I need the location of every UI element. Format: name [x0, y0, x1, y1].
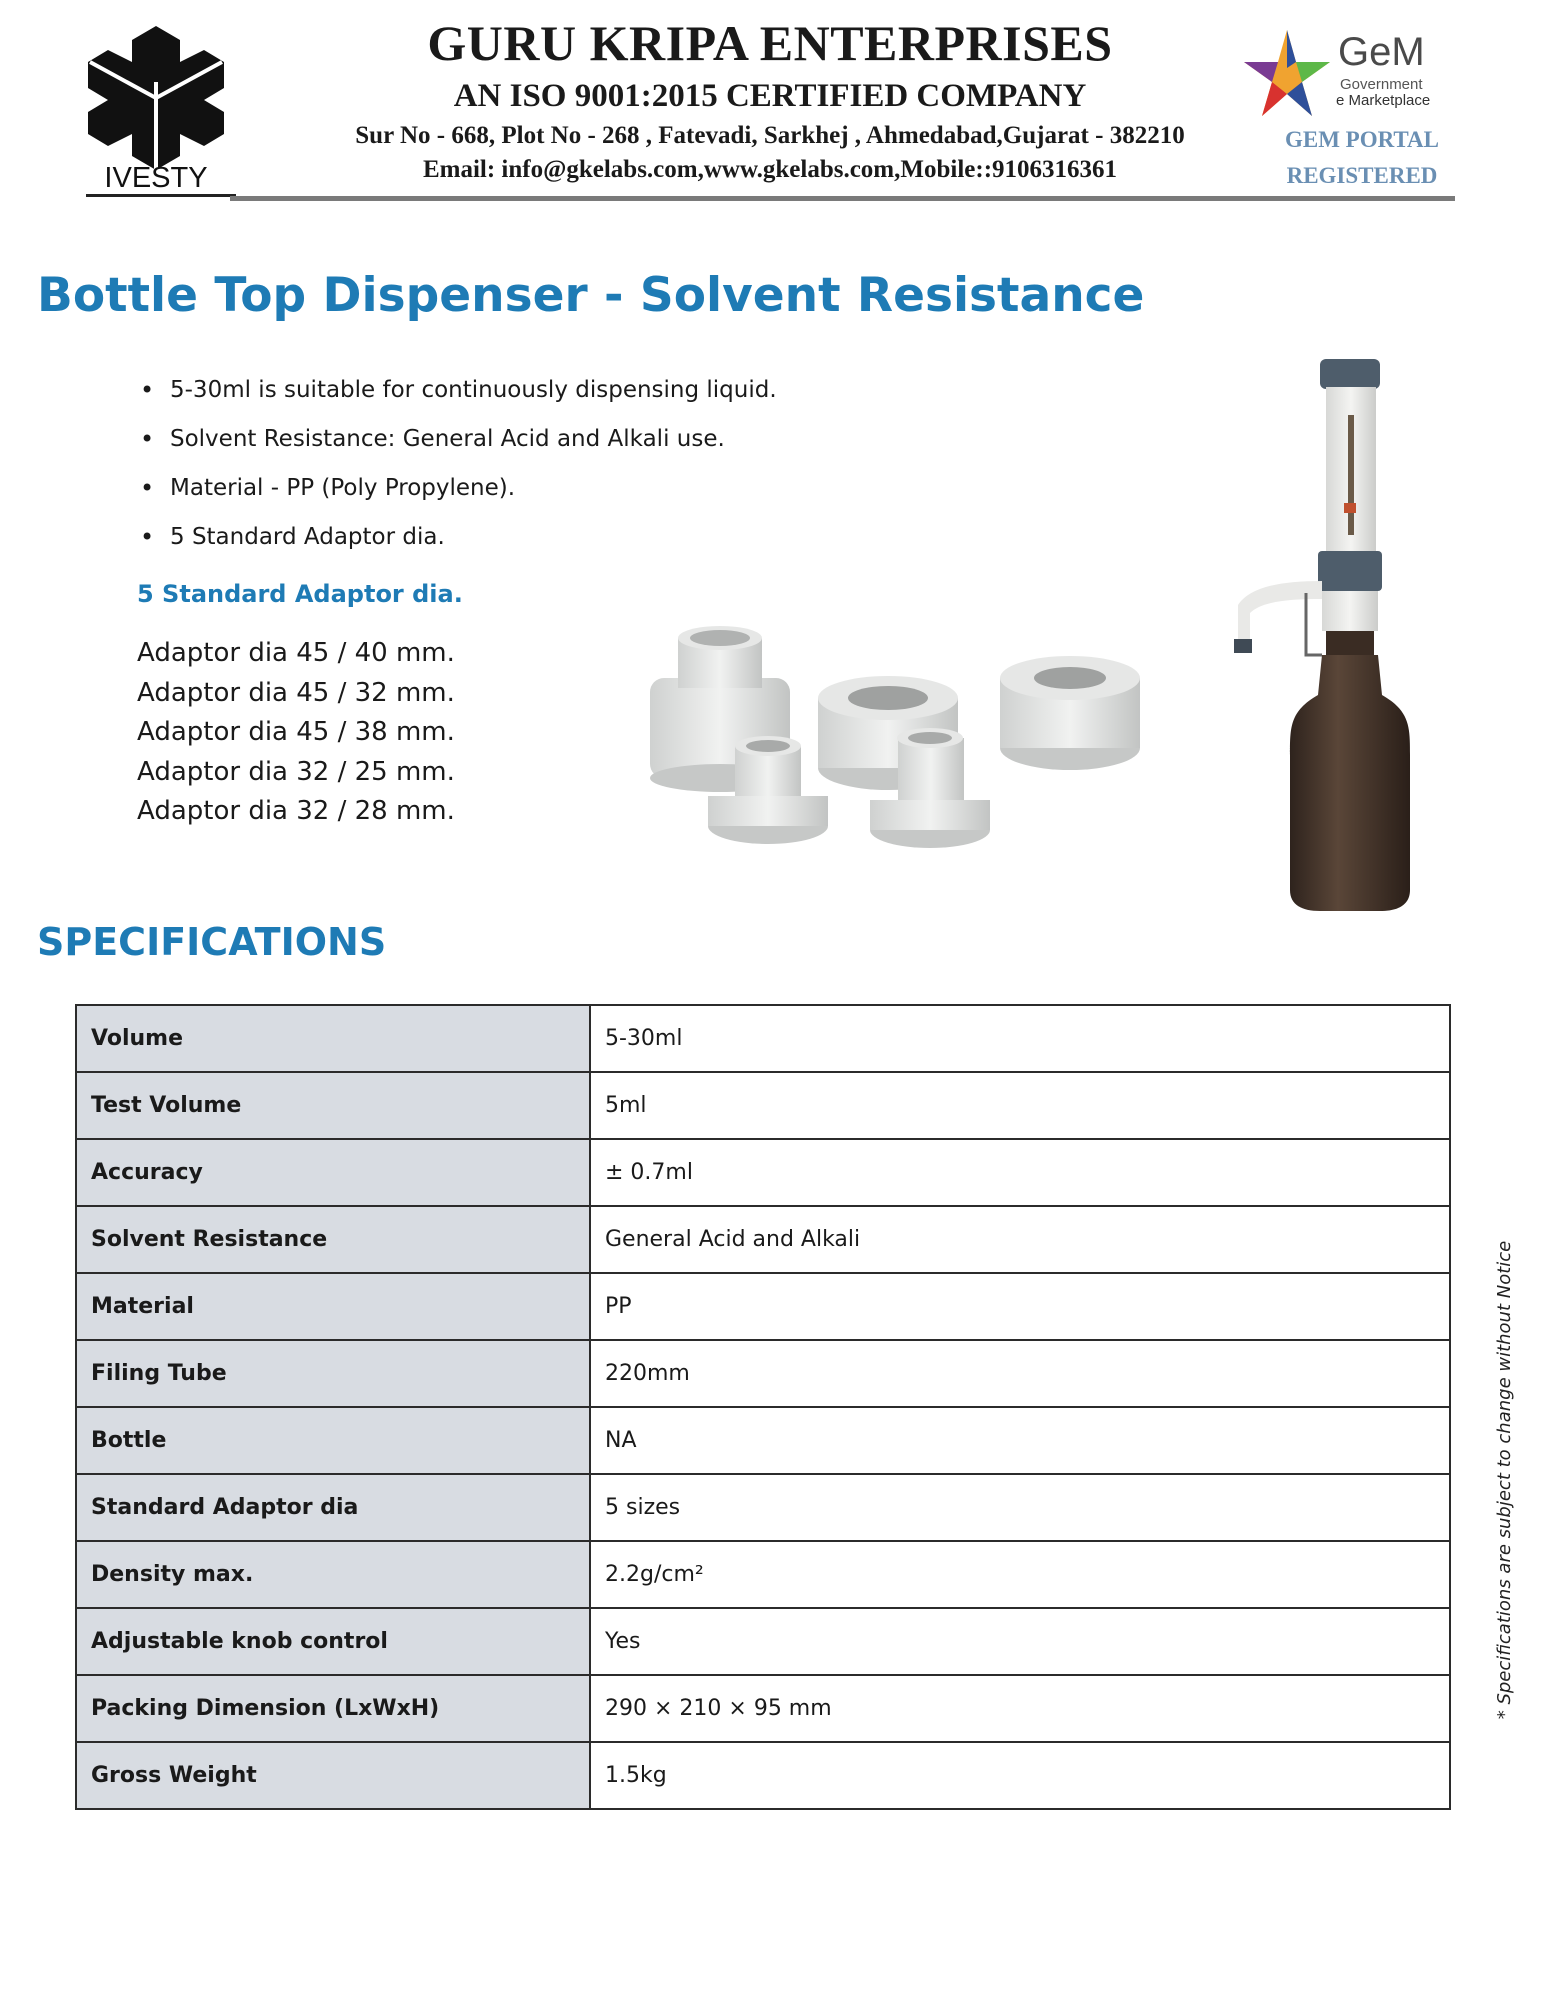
adaptor-heading: 5 Standard Adaptor dia. — [137, 580, 463, 608]
spec-key: Adjustable knob control — [76, 1608, 590, 1675]
spec-value: 290 × 210 × 95 mm — [590, 1675, 1450, 1742]
spec-key: Density max. — [76, 1541, 590, 1608]
gem-portal-registered — [1262, 122, 1462, 194]
adaptor-item: Adaptor dia 45 / 32 mm. — [137, 677, 455, 708]
gem-wordmark: GeM — [1338, 30, 1425, 74]
company-contact: Email: info@gkelabs.com,www.gkelabs.com,Mobile::9106316361 — [422, 156, 1118, 183]
gem-portal-line1: GEM PORTAL — [1284, 127, 1439, 152]
spec-key: Gross Weight — [76, 1742, 590, 1809]
feature-list — [140, 366, 777, 562]
table-row — [76, 1608, 1450, 1675]
table-row — [76, 1206, 1450, 1273]
specifications-notice: * Specifications are subject to change without Notice — [1494, 1240, 1515, 1720]
spec-key: Standard Adaptor dia — [76, 1474, 590, 1541]
table-row — [76, 1675, 1450, 1742]
spec-value: PP — [590, 1273, 1450, 1340]
gem-star-icon — [1242, 28, 1332, 120]
table-row — [76, 1474, 1450, 1541]
spec-value: Yes — [590, 1608, 1450, 1675]
spec-key: Material — [76, 1273, 590, 1340]
feature-item: • Solvent Resistance: General Acid and Alkali use. — [140, 415, 777, 464]
spec-value: General Acid and Alkali — [590, 1206, 1450, 1273]
gem-portal-line2: REGISTERED — [1286, 163, 1438, 188]
company-name: GURU KRIPA ENTERPRISES — [427, 15, 1113, 71]
table-row — [76, 1072, 1450, 1139]
adaptor-list — [137, 634, 455, 832]
logo-underline — [86, 194, 236, 197]
spec-key: Filing Tube — [76, 1340, 590, 1407]
table-row — [76, 1407, 1450, 1474]
table-row — [76, 1742, 1450, 1809]
spec-key: Bottle — [76, 1407, 590, 1474]
spec-value: NA — [590, 1407, 1450, 1474]
adaptor-item: Adaptor dia 32 / 28 mm. — [137, 796, 455, 826]
gem-subtitle-government: Government — [1340, 76, 1423, 93]
table-row — [76, 1541, 1450, 1608]
company-address: Sur No - 668, Plot No - 268 , Fatevadi, Sarkhej , Ahmedabad,Gujarat - 382210 — [355, 122, 1185, 149]
table-row — [76, 1340, 1450, 1407]
logo-text: IVESTY — [104, 162, 208, 194]
feature-item: • 5-30ml is suitable for continuously dispensing liquid. — [140, 366, 777, 415]
table-row — [76, 1273, 1450, 1340]
feature-item: • 5 Standard Adaptor dia. — [140, 513, 777, 562]
dispenser-image — [1210, 355, 1420, 915]
spec-key: Solvent Resistance — [76, 1206, 590, 1273]
feature-item: • Material - PP (Poly Propylene). — [140, 464, 777, 513]
specifications-table-body — [76, 1005, 1450, 1809]
spec-value: 2.2g/cm² — [590, 1541, 1450, 1608]
spec-key: Test Volume — [76, 1072, 590, 1139]
spec-value: ± 0.7ml — [590, 1139, 1450, 1206]
header-divider — [230, 196, 1455, 201]
product-title: Bottle Top Dispenser - Solvent Resistance — [37, 268, 1145, 323]
specifications-table — [75, 1004, 1451, 1810]
iso-certification: AN ISO 9001:2015 CERTIFIED COMPANY — [453, 78, 1087, 114]
spec-value: 220mm — [590, 1340, 1450, 1407]
spec-key: Volume — [76, 1005, 590, 1072]
spec-value: 5-30ml — [590, 1005, 1450, 1072]
spec-key: Accuracy — [76, 1139, 590, 1206]
adaptors-image — [640, 618, 1170, 858]
specifications-heading: SPECIFICATIONS — [37, 920, 387, 964]
adaptor-item: Adaptor dia 45 / 38 mm. — [137, 717, 455, 747]
spec-value: 5 sizes — [590, 1474, 1450, 1541]
table-row — [76, 1139, 1450, 1206]
spec-value: 5ml — [590, 1072, 1450, 1139]
adaptor-item: Adaptor dia 45 / 40 mm. — [137, 638, 455, 668]
table-row — [76, 1005, 1450, 1072]
gem-subtitle-marketplace: e Marketplace — [1336, 92, 1431, 109]
spec-value: 1.5kg — [590, 1742, 1450, 1809]
adaptor-item: Adaptor dia 32 / 25 mm. — [137, 756, 455, 787]
spec-key: Packing Dimension (LxWxH) — [76, 1675, 590, 1742]
